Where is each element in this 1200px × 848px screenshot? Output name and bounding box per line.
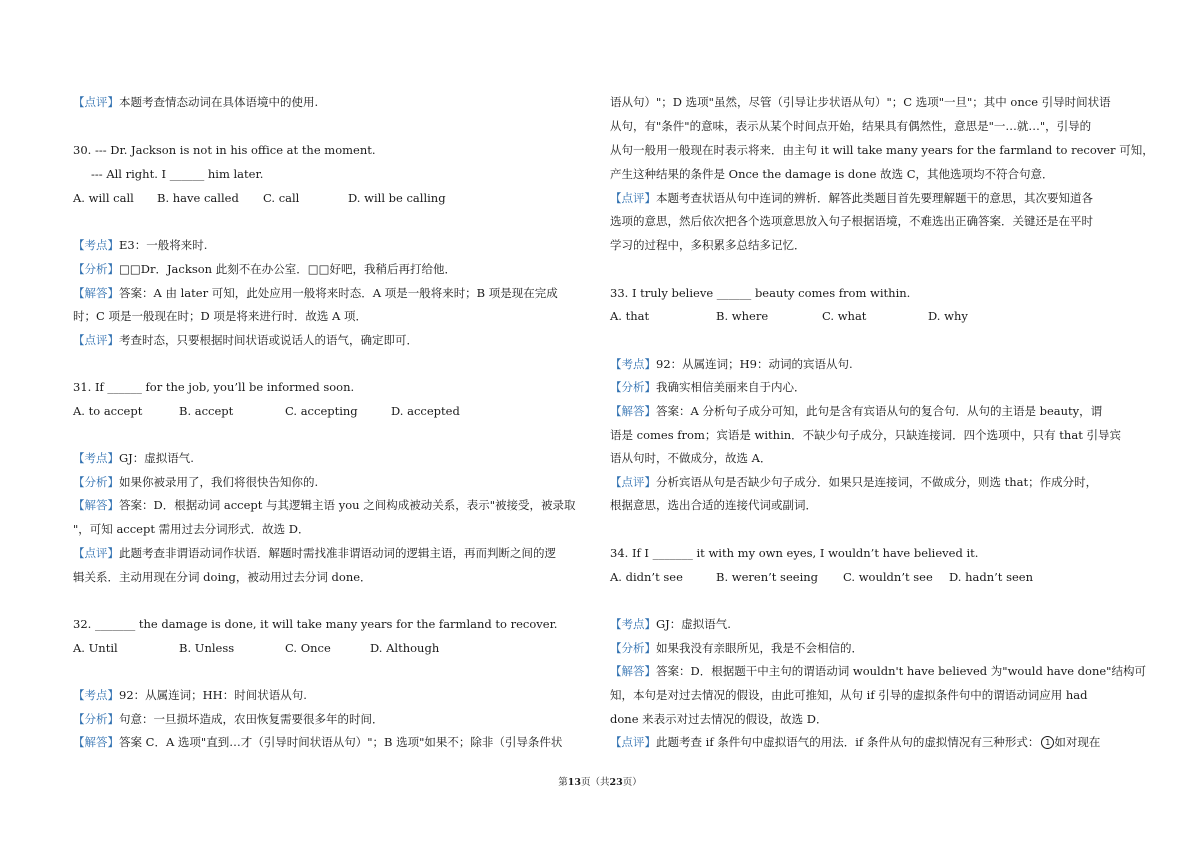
q32-stem: 32. _______ the damage is done, it will take many years for the farmland to recover. — [73, 617, 558, 631]
dianping-tag: 【点评】 — [610, 475, 656, 489]
fenxi-tag: 【分析】 — [73, 712, 119, 726]
kaodian-tag: 【考点】 — [610, 617, 656, 631]
q34-option-d: D. hadn’t seen — [949, 570, 1034, 584]
kaodian-tag: 【考点】 — [73, 688, 119, 702]
q34-jieda-cont-1: 知，本句是对过去情况的假设，由此可推知，从句 if 引导的虚拟条件句中的谓语动词应用 had — [610, 688, 1088, 702]
q31-option-d: D. accepted — [391, 404, 460, 418]
q31-dianping-cont: 辑关系．主动用现在分词 doing，被动用过去分词 done． — [73, 570, 372, 584]
dianping-tag: 【点评】 — [73, 333, 119, 347]
fenxi-tag: 【分析】 — [610, 380, 656, 394]
q32-jieda: 【解答】答案 C．A 选项"直到…才（引导时间状语从句）"；B 选项"如果不；除非（引导条件状 — [73, 735, 563, 749]
q32-jieda-cont-4: 产生这种结果的条件是 Once the damage is done 故选 C，其他选项均不符合句意． — [610, 167, 1054, 181]
q32-fenxi: 【分析】句意：一旦损坏造成，农田恢复需要很多年的时间． — [73, 712, 384, 726]
kaodian-tag: 【考点】 — [73, 238, 119, 252]
q31-kaodian: 【考点】GJ：虚拟语气. — [73, 451, 194, 465]
q32-dianping: 【点评】本题考查状语从句中连词的辨析．解答此类题目首先要理解题干的意思，其次要知道各 — [610, 191, 1093, 205]
q34-option-a: A. didn’t see — [610, 570, 683, 584]
q34-options — [610, 569, 1130, 585]
q30-fenxi: 【分析】□□Dr．Jackson 此刻不在办公室．□□好吧，我稍后再打给他． — [73, 262, 456, 276]
q33-dianping-cont: 根据意思，选出合适的连接代词或副词． — [610, 498, 817, 512]
q33-option-a: A. that — [610, 309, 650, 323]
q33-option-b: B. where — [716, 309, 769, 323]
page-total: 23 — [609, 777, 623, 788]
dianping-tag: 【点评】 — [73, 546, 119, 560]
q34-option-c: C. wouldn’t see — [843, 570, 933, 584]
q30-stem-line1: 30. --- Dr. Jackson is not in his office at the moment. — [73, 143, 376, 157]
q30-jieda: 【解答】答案：A 由 later 可知，此处应用一般将来时态．A 项是一般将来时；B 项是现在完成 — [73, 286, 558, 300]
q31-option-a: A. to accept — [73, 404, 143, 418]
q33-stem: 33. I truly believe ______ beauty comes from within. — [610, 286, 911, 300]
q30-option-d: D. will be calling — [348, 191, 446, 205]
q33-jieda-cont-2: 语从句时，不做成分，故选 A． — [610, 451, 772, 465]
q32-option-d: D. Although — [370, 641, 440, 655]
q30-option-b: B. have called — [157, 191, 239, 205]
kaodian-tag: 【考点】 — [610, 357, 656, 371]
q32-jieda-cont-1: 语从句）"；D 选项"虽然，尽管（引导让步状语从句）"；C 选项"一旦"；其中 once 引导时间状语 — [610, 95, 1111, 109]
q30-kaodian: 【考点】E3：一般将来时. — [73, 238, 208, 252]
q32-kaodian: 【考点】92：从属连词；HH：时间状语从句. — [73, 688, 307, 702]
q33-fenxi: 【分析】我确实相信美丽来自于内心． — [610, 380, 806, 394]
q34-option-b: B. weren’t seeing — [716, 570, 819, 584]
q32-option-c: C. Once — [285, 641, 331, 655]
q33-jieda: 【解答】答案：A 分析句子成分可知，此句是含有宾语从句的复合句．从句的主语是 beauty，谓 — [610, 404, 1103, 418]
circled-number: 1 — [1041, 736, 1054, 749]
q32-dianping-cont-1: 选项的意思，然后依次把各个选项意思放入句子根据语境，不难选出正确答案．关键还是在平时 — [610, 214, 1093, 228]
fenxi-tag: 【分析】 — [610, 641, 656, 655]
dianping-tag: 【点评】 — [610, 191, 656, 205]
q34-fenxi: 【分析】如果我没有亲眼所见，我是不会相信的． — [610, 641, 863, 655]
jieda-tag: 【解答】 — [73, 286, 119, 300]
q29-comment: 【点评】本题考查情态动词在具体语境中的使用. — [73, 95, 319, 109]
q33-jieda-cont-1: 语是 comes from；宾语是 within．不缺少句子成分，只缺连接词．四个选项中，只有 that 引导宾 — [610, 428, 1121, 442]
q33-option-d: D. why — [928, 309, 968, 323]
q31-jieda-cont: "，可知 accept 需用过去分词形式．故选 D． — [73, 522, 310, 536]
fenxi-tag: 【分析】 — [73, 262, 119, 276]
kaodian-tag: 【考点】 — [73, 451, 119, 465]
q33-option-c: C. what — [822, 309, 867, 323]
q30-stem-line2: --- All right. I ______ him later. — [91, 167, 264, 181]
q32-dianping-cont-2: 学习的过程中，多积累多总结多记忆． — [610, 238, 806, 252]
q31-option-b: B. accept — [179, 404, 234, 418]
q30-dianping: 【点评】考查时态，只要根据时间状语或说话人的语气，确定即可． — [73, 333, 418, 347]
jieda-tag: 【解答】 — [73, 735, 119, 749]
q34-jieda: 【解答】答案：D．根据题干中主句的谓语动词 wouldn't have believed 为"would have done"结构可 — [610, 664, 1146, 678]
q32-jieda-cont-2: 从句，有"条件"的意味，表示从某个时间点开始，结果具有偶然性，意思是"一…就…"，引导的 — [610, 119, 1092, 133]
jieda-tag: 【解答】 — [610, 664, 656, 678]
page-footer: 第13页（共23页） — [558, 777, 642, 788]
q31-jieda: 【解答】答案：D．根据动词 accept 与其逻辑主语 you 之间构成被动关系，表示"被接受，被录取 — [73, 498, 576, 512]
q34-dianping: 【点评】此题考查 if 条件句中虚拟语气的用法．if 条件从句的虚拟情况有三种形式： 1 如对现在 — [610, 735, 1101, 749]
q33-kaodian: 【考点】92：从属连词；H9：动词的宾语从句. — [610, 357, 853, 371]
fenxi-tag: 【分析】 — [73, 475, 119, 489]
q34-kaodian: 【考点】GJ：虚拟语气. — [610, 617, 731, 631]
jieda-tag: 【解答】 — [73, 498, 119, 512]
jieda-tag: 【解答】 — [610, 404, 656, 418]
q31-fenxi: 【分析】如果你被录用了，我们将很快告知你的. — [73, 475, 319, 489]
q30-options — [73, 190, 593, 206]
q34-stem: 34. If I _______ it with my own eyes, I wouldn’t have believed it. — [610, 546, 979, 560]
q31-option-c: C. accepting — [285, 404, 358, 418]
q32-jieda-cont-3: 从句一般用一般现在时表示将来．由主句 it will take many years for the farmland to recover 可知， — [610, 143, 1154, 157]
q31-dianping: 【点评】此题考查非谓语动词作状语．解题时需找准非谓语动词的逻辑主语，再而判断之间的逻 — [73, 546, 556, 560]
comment-tag: 【点评】 — [73, 95, 119, 109]
dianping-tag: 【点评】 — [610, 735, 656, 749]
q30-jieda-cont: 时；C 项是一般现在时；D 项是将来进行时．故选 A 项． — [73, 309, 367, 323]
q34-jieda-cont-2: done 来表示对过去情况的假设，故选 D． — [610, 712, 828, 726]
q33-options — [610, 308, 1130, 324]
page-number: 13 — [567, 777, 581, 788]
q31-stem: 31. If ______ for the job, you’ll be informed soon. — [73, 380, 355, 394]
q30-option-a: A. will call — [73, 191, 134, 205]
q32-option-b: B. Unless — [179, 641, 235, 655]
q30-option-c: C. call — [263, 191, 300, 205]
q32-option-a: A. Until — [73, 641, 118, 655]
q33-dianping: 【点评】分析宾语从句是否缺少句子成分．如果只是连接词，不做成分，则选 that；作成分时， — [610, 475, 1098, 489]
q31-options — [73, 403, 593, 419]
q32-options — [73, 640, 593, 656]
